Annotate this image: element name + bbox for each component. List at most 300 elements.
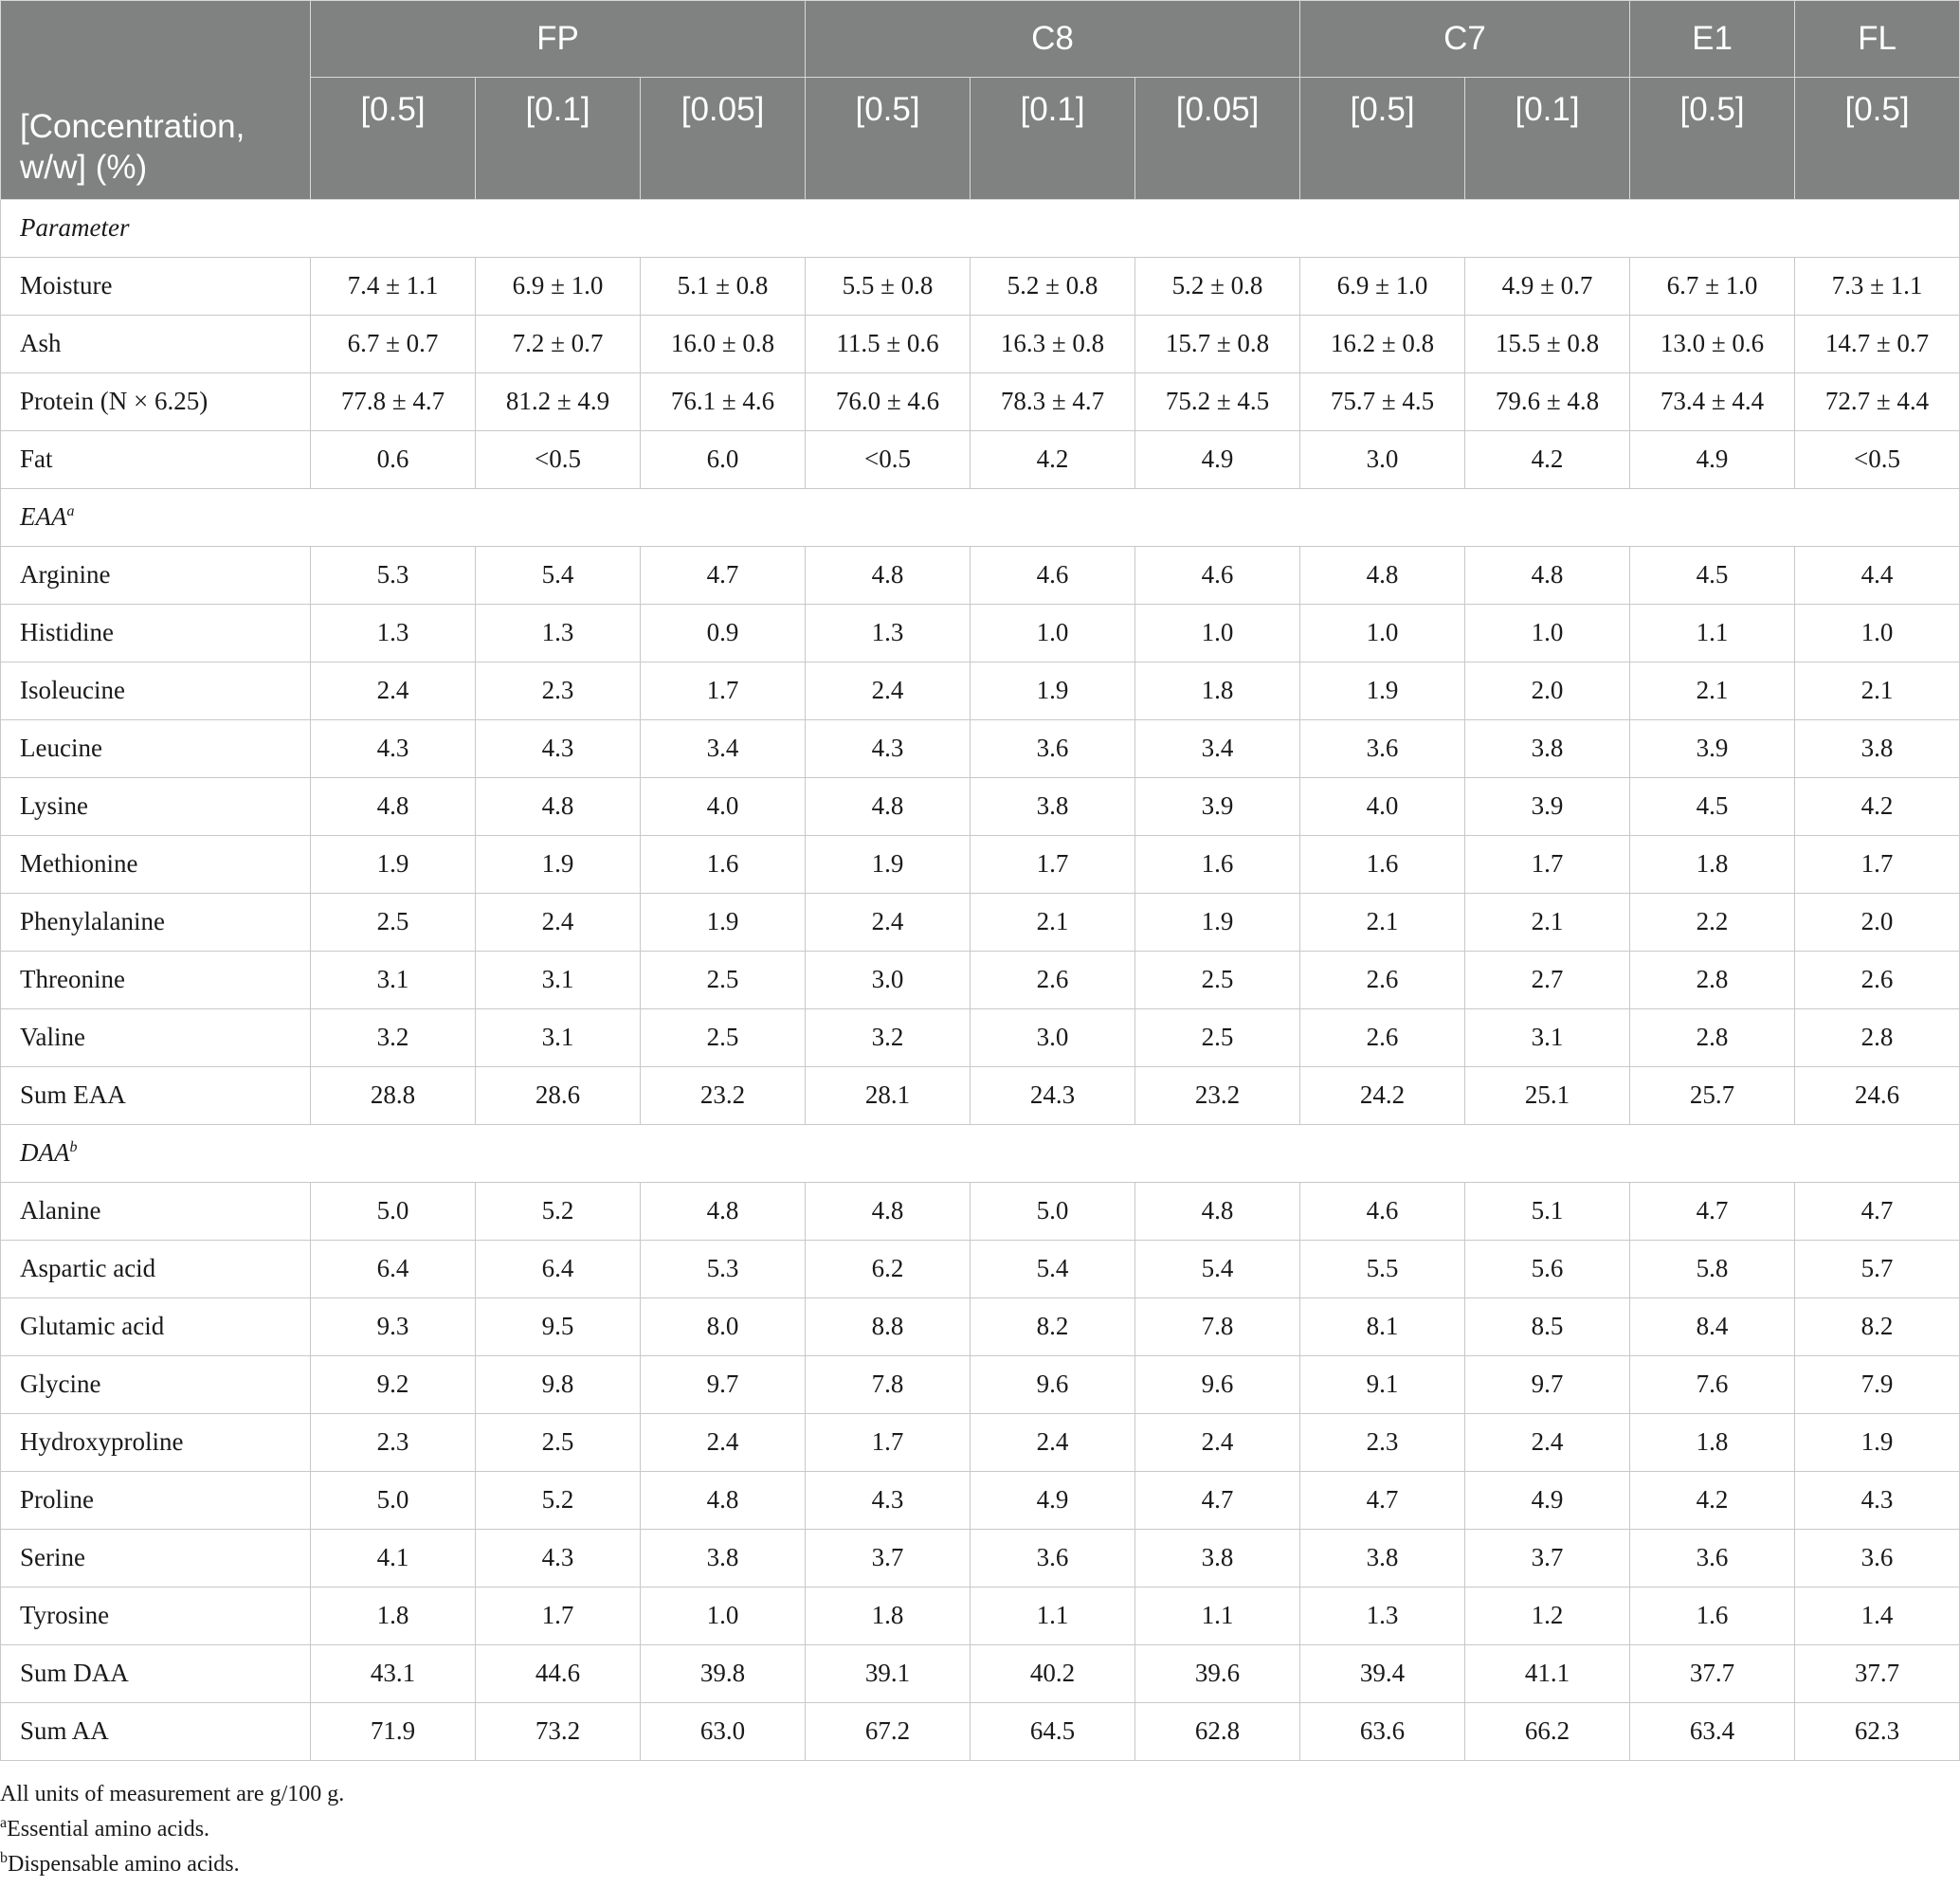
table-cell: 1.4: [1795, 1587, 1960, 1644]
concentration-header: [0.05]: [1135, 77, 1300, 199]
table-cell: 4.5: [1630, 777, 1795, 835]
table-cell: 1.7: [1795, 835, 1960, 893]
table-cell: 24.3: [971, 1066, 1135, 1124]
table-cell: 2.4: [971, 1413, 1135, 1471]
table-cell: 37.7: [1630, 1644, 1795, 1702]
table-cell: 2.5: [311, 893, 476, 951]
table-cell: 2.3: [476, 662, 641, 719]
table-cell: 1.1: [971, 1587, 1135, 1644]
row-label: Hydroxyproline: [1, 1413, 311, 1471]
table-cell: 9.7: [641, 1355, 806, 1413]
table-cell: 3.8: [641, 1529, 806, 1587]
table-cell: 2.1: [1795, 662, 1960, 719]
table-cell: 39.4: [1300, 1644, 1465, 1702]
table-cell: 41.1: [1465, 1644, 1630, 1702]
table-cell: 3.8: [1465, 719, 1630, 777]
table-cell: 3.1: [476, 1008, 641, 1066]
group-header-row: [1, 1, 1960, 78]
table-cell: 4.7: [641, 546, 806, 604]
table-row: [1, 777, 1960, 835]
table-cell: 78.3 ± 4.7: [971, 372, 1135, 430]
table-cell: 2.4: [1135, 1413, 1300, 1471]
table-cell: 4.8: [311, 777, 476, 835]
table-cell: 3.1: [476, 951, 641, 1008]
row-label: Aspartic acid: [1, 1240, 311, 1297]
table-cell: 81.2 ± 4.9: [476, 372, 641, 430]
footnote-b-text: Dispensable amino acids.: [8, 1851, 240, 1877]
table-row: [1, 1471, 1960, 1529]
table-cell: 2.5: [476, 1413, 641, 1471]
row-label: Phenylalanine: [1, 893, 311, 951]
row-label: Histidine: [1, 604, 311, 662]
table-cell: 1.3: [1300, 1587, 1465, 1644]
table-cell: 9.6: [1135, 1355, 1300, 1413]
footnote-a-mark: a: [0, 1814, 8, 1831]
table-cell: 16.3 ± 0.8: [971, 315, 1135, 372]
table-cell: 2.8: [1630, 951, 1795, 1008]
table-cell: 5.3: [311, 546, 476, 604]
table-cell: 2.1: [1300, 893, 1465, 951]
table-row: [1, 1702, 1960, 1760]
table-cell: 72.7 ± 4.4: [1795, 372, 1960, 430]
table-cell: 2.5: [641, 1008, 806, 1066]
table-cell: 9.1: [1300, 1355, 1465, 1413]
table-cell: 6.4: [476, 1240, 641, 1297]
table-cell: 25.1: [1465, 1066, 1630, 1124]
table-cell: 5.4: [1135, 1240, 1300, 1297]
table-cell: 4.8: [476, 777, 641, 835]
table-cell: 2.1: [1630, 662, 1795, 719]
table-cell: 4.0: [1300, 777, 1465, 835]
row-label: Protein (N × 6.25): [1, 372, 311, 430]
table-cell: 1.6: [1135, 835, 1300, 893]
table-cell: 4.3: [806, 719, 971, 777]
table-cell: 2.0: [1465, 662, 1630, 719]
row-label: Sum AA: [1, 1702, 311, 1760]
table-cell: 8.2: [971, 1297, 1135, 1355]
table-row: [1, 604, 1960, 662]
table-cell: 39.8: [641, 1644, 806, 1702]
table-row: [1, 1297, 1960, 1355]
table-cell: 4.2: [971, 430, 1135, 488]
table-cell: 2.1: [1465, 893, 1630, 951]
table-cell: 40.2: [971, 1644, 1135, 1702]
table-cell: 6.9 ± 1.0: [476, 257, 641, 315]
table-cell: 4.6: [971, 546, 1135, 604]
table-cell: 1.8: [806, 1587, 971, 1644]
table-cell: 9.2: [311, 1355, 476, 1413]
table-cell: 1.9: [1795, 1413, 1960, 1471]
row-label: Valine: [1, 1008, 311, 1066]
table-cell: 4.8: [806, 546, 971, 604]
table-cell: 5.0: [971, 1182, 1135, 1240]
concentration-header-row: [1, 77, 1960, 199]
table-cell: 3.8: [1300, 1529, 1465, 1587]
table-cell: 3.8: [1795, 719, 1960, 777]
table-cell: 4.0: [641, 777, 806, 835]
table-cell: 3.8: [971, 777, 1135, 835]
table-cell: 28.8: [311, 1066, 476, 1124]
concentration-header: [0.5]: [1300, 77, 1465, 199]
table-cell: 5.2: [476, 1471, 641, 1529]
table-cell: 9.3: [311, 1297, 476, 1355]
table-cell: 4.2: [1630, 1471, 1795, 1529]
table-cell: 2.2: [1630, 893, 1795, 951]
table-cell: 8.2: [1795, 1297, 1960, 1355]
table-cell: 1.9: [311, 835, 476, 893]
table-cell: 7.9: [1795, 1355, 1960, 1413]
table-cell: 37.7: [1795, 1644, 1960, 1702]
table-cell: 1.3: [806, 604, 971, 662]
table-cell: 4.3: [311, 719, 476, 777]
row-label: Ash: [1, 315, 311, 372]
table-cell: 1.6: [641, 835, 806, 893]
table-cell: 75.7 ± 4.5: [1300, 372, 1465, 430]
section-footnote-mark: a: [66, 503, 75, 519]
table-cell: 1.7: [641, 662, 806, 719]
table-cell: 4.3: [806, 1471, 971, 1529]
table-row: [1, 835, 1960, 893]
table-cell: 4.8: [806, 1182, 971, 1240]
table-cell: 1.1: [1630, 604, 1795, 662]
footnote-units: All units of measurement are g/100 g.: [0, 1781, 345, 1806]
footnote-b-mark: b: [0, 1849, 8, 1866]
table-cell: 39.1: [806, 1644, 971, 1702]
table-cell: 6.4: [311, 1240, 476, 1297]
table-cell: 16.0 ± 0.8: [641, 315, 806, 372]
table-row: [1, 1355, 1960, 1413]
concentration-header: [0.5]: [311, 77, 476, 199]
table-cell: 4.9: [971, 1471, 1135, 1529]
table-cell: 3.6: [1630, 1529, 1795, 1587]
table-cell: 2.6: [1300, 1008, 1465, 1066]
footnote-a: [0, 1814, 1960, 1842]
section-row: [1, 488, 1960, 546]
corner-header-label: [Concentration, w/w] (%): [1, 77, 311, 199]
group-header-e1: E1: [1630, 1, 1795, 78]
table-cell: 3.6: [971, 1529, 1135, 1587]
table-cell: 7.6: [1630, 1355, 1795, 1413]
table-cell: 1.9: [1300, 662, 1465, 719]
table-cell: 4.1: [311, 1529, 476, 1587]
table-cell: 73.4 ± 4.4: [1630, 372, 1795, 430]
table-cell: 9.5: [476, 1297, 641, 1355]
table-cell: 5.7: [1795, 1240, 1960, 1297]
concentration-header: [0.05]: [641, 77, 806, 199]
table-cell: <0.5: [806, 430, 971, 488]
table-cell: 24.2: [1300, 1066, 1465, 1124]
table-cell: 7.4 ± 1.1: [311, 257, 476, 315]
table-cell: 3.6: [1300, 719, 1465, 777]
table-cell: 2.3: [311, 1413, 476, 1471]
table-cell: 3.9: [1465, 777, 1630, 835]
table-row: [1, 719, 1960, 777]
table-cell: 2.0: [1795, 893, 1960, 951]
table-cell: 2.5: [1135, 1008, 1300, 1066]
table-cell: 4.8: [806, 777, 971, 835]
section-row: [1, 199, 1960, 257]
table-cell: 3.0: [971, 1008, 1135, 1066]
table-cell: 3.0: [1300, 430, 1465, 488]
table-cell: 1.0: [1135, 604, 1300, 662]
table-cell: 3.9: [1630, 719, 1795, 777]
table-cell: 2.8: [1795, 1008, 1960, 1066]
table-cell: 77.8 ± 4.7: [311, 372, 476, 430]
footnote-b: [0, 1849, 1960, 1878]
table-cell: 63.4: [1630, 1702, 1795, 1760]
table-cell: 5.1 ± 0.8: [641, 257, 806, 315]
table-cell: 4.9: [1465, 1471, 1630, 1529]
table-cell: 1.8: [311, 1587, 476, 1644]
table-row: [1, 662, 1960, 719]
concentration-header: [0.1]: [971, 77, 1135, 199]
table-cell: 3.0: [806, 951, 971, 1008]
group-header-c8: C8: [806, 1, 1300, 78]
table-cell: 5.0: [311, 1182, 476, 1240]
table-cell: 79.6 ± 4.8: [1465, 372, 1630, 430]
table-cell: 1.9: [806, 835, 971, 893]
table-cell: 3.4: [1135, 719, 1300, 777]
table-cell: 8.1: [1300, 1297, 1465, 1355]
table-cell: 4.8: [1465, 546, 1630, 604]
table-cell: 5.3: [641, 1240, 806, 1297]
section-row: [1, 1124, 1960, 1182]
table-cell: 4.3: [476, 719, 641, 777]
table-cell: 2.5: [1135, 951, 1300, 1008]
table-cell: 76.1 ± 4.6: [641, 372, 806, 430]
table-cell: 28.1: [806, 1066, 971, 1124]
table-cell: <0.5: [476, 430, 641, 488]
table-cell: 44.6: [476, 1644, 641, 1702]
table-row: [1, 1182, 1960, 1240]
table-cell: 1.7: [1465, 835, 1630, 893]
table-cell: 5.2 ± 0.8: [971, 257, 1135, 315]
table-cell: 3.2: [806, 1008, 971, 1066]
footnote-a-text: Essential amino acids.: [7, 1816, 210, 1842]
concentration-header: [0.5]: [1795, 77, 1960, 199]
table-row: [1, 1240, 1960, 1297]
table-cell: 1.7: [971, 835, 1135, 893]
table-cell: 63.6: [1300, 1702, 1465, 1760]
concentration-header: [0.5]: [806, 77, 971, 199]
table-cell: 2.4: [1465, 1413, 1630, 1471]
table-cell: 4.9: [1135, 430, 1300, 488]
table-cell: <0.5: [1795, 430, 1960, 488]
row-label: Alanine: [1, 1182, 311, 1240]
table-row: [1, 546, 1960, 604]
table-cell: 2.4: [806, 662, 971, 719]
concentration-header: [0.1]: [476, 77, 641, 199]
table-cell: 6.9 ± 1.0: [1300, 257, 1465, 315]
table-cell: 15.7 ± 0.8: [1135, 315, 1300, 372]
table-cell: 3.6: [971, 719, 1135, 777]
table-cell: 7.8: [806, 1355, 971, 1413]
table-cell: 2.5: [641, 951, 806, 1008]
table-cell: 1.0: [1465, 604, 1630, 662]
table-cell: 7.8: [1135, 1297, 1300, 1355]
table-cell: 1.6: [1630, 1587, 1795, 1644]
table-cell: 6.0: [641, 430, 806, 488]
table-cell: 1.1: [1135, 1587, 1300, 1644]
table-cell: 5.2: [476, 1182, 641, 1240]
table-cell: 2.4: [476, 893, 641, 951]
table-cell: 3.6: [1795, 1529, 1960, 1587]
table-cell: 4.7: [1300, 1471, 1465, 1529]
row-label: Sum EAA: [1, 1066, 311, 1124]
table-cell: 4.7: [1630, 1182, 1795, 1240]
table-cell: 4.2: [1465, 430, 1630, 488]
concentration-header: [0.1]: [1465, 77, 1630, 199]
table-cell: 2.4: [806, 893, 971, 951]
table-cell: 1.9: [641, 893, 806, 951]
section-title-text: EAA: [20, 502, 67, 531]
table-cell: 3.8: [1135, 1529, 1300, 1587]
table-cell: 1.9: [1135, 893, 1300, 951]
section-title: [1, 1124, 1960, 1182]
table-row: [1, 257, 1960, 315]
table-cell: 2.6: [1300, 951, 1465, 1008]
table-cell: 1.3: [476, 604, 641, 662]
table-cell: 9.8: [476, 1355, 641, 1413]
table-cell: 43.1: [311, 1644, 476, 1702]
table-cell: 4.8: [641, 1471, 806, 1529]
row-label: Isoleucine: [1, 662, 311, 719]
table-cell: 4.9: [1630, 430, 1795, 488]
row-label: Arginine: [1, 546, 311, 604]
table-cell: 5.8: [1630, 1240, 1795, 1297]
table-cell: 67.2: [806, 1702, 971, 1760]
section-title: [1, 488, 1960, 546]
table-cell: 62.3: [1795, 1702, 1960, 1760]
table-cell: 2.4: [311, 662, 476, 719]
table-cell: 1.9: [971, 662, 1135, 719]
table-cell: 5.4: [971, 1240, 1135, 1297]
table-cell: 4.5: [1630, 546, 1795, 604]
table-cell: 62.8: [1135, 1702, 1300, 1760]
row-label: Glutamic acid: [1, 1297, 311, 1355]
table-cell: 11.5 ± 0.6: [806, 315, 971, 372]
table-cell: 1.8: [1630, 835, 1795, 893]
section-title-text: Parameter: [20, 213, 130, 242]
table-cell: 4.4: [1795, 546, 1960, 604]
row-label: Tyrosine: [1, 1587, 311, 1644]
table-cell: 4.8: [641, 1182, 806, 1240]
table-cell: 39.6: [1135, 1644, 1300, 1702]
table-row: [1, 1066, 1960, 1124]
table-cell: 4.9 ± 0.7: [1465, 257, 1630, 315]
table-cell: 16.2 ± 0.8: [1300, 315, 1465, 372]
table-cell: 5.0: [311, 1471, 476, 1529]
table-row: [1, 893, 1960, 951]
row-label: Serine: [1, 1529, 311, 1587]
table-row: [1, 1008, 1960, 1066]
table-cell: 5.5: [1300, 1240, 1465, 1297]
table-cell: 3.7: [1465, 1529, 1630, 1587]
table-row: [1, 1587, 1960, 1644]
table-cell: 7.2 ± 0.7: [476, 315, 641, 372]
table-cell: 3.7: [806, 1529, 971, 1587]
table-cell: 9.6: [971, 1355, 1135, 1413]
table-cell: 23.2: [641, 1066, 806, 1124]
table-cell: 6.2: [806, 1240, 971, 1297]
table-cell: 73.2: [476, 1702, 641, 1760]
row-label: Lysine: [1, 777, 311, 835]
table-cell: 2.6: [971, 951, 1135, 1008]
table-cell: 1.0: [641, 1587, 806, 1644]
table-cell: 4.8: [1135, 1182, 1300, 1240]
section-title-text: DAA: [20, 1138, 70, 1167]
table-row: [1, 315, 1960, 372]
table-cell: 4.7: [1795, 1182, 1960, 1240]
table-cell: 2.4: [641, 1413, 806, 1471]
table-cell: 8.4: [1630, 1297, 1795, 1355]
table-cell: 76.0 ± 4.6: [806, 372, 971, 430]
table-cell: 14.7 ± 0.7: [1795, 315, 1960, 372]
table-cell: 2.3: [1300, 1413, 1465, 1471]
row-label: Fat: [1, 430, 311, 488]
table-cell: 8.8: [806, 1297, 971, 1355]
row-label: Threonine: [1, 951, 311, 1008]
table-cell: 1.9: [476, 835, 641, 893]
table-row: [1, 372, 1960, 430]
table-cell: 1.0: [1300, 604, 1465, 662]
section-footnote-mark: b: [69, 1139, 78, 1155]
table-cell: 23.2: [1135, 1066, 1300, 1124]
table-cell: 2.8: [1630, 1008, 1795, 1066]
table-row: [1, 430, 1960, 488]
footnotes: [0, 1782, 1960, 1878]
table-row: [1, 1529, 1960, 1587]
table-cell: 5.2 ± 0.8: [1135, 257, 1300, 315]
table-header: [1, 1, 1960, 200]
table-cell: 75.2 ± 4.5: [1135, 372, 1300, 430]
table-cell: 13.0 ± 0.6: [1630, 315, 1795, 372]
table-cell: 1.7: [476, 1587, 641, 1644]
table-cell: 1.8: [1135, 662, 1300, 719]
table-cell: 5.1: [1465, 1182, 1630, 1240]
table-cell: 1.0: [1795, 604, 1960, 662]
table-cell: 6.7 ± 1.0: [1630, 257, 1795, 315]
table-cell: 2.6: [1795, 951, 1960, 1008]
table-cell: 25.7: [1630, 1066, 1795, 1124]
table-cell: 0.9: [641, 604, 806, 662]
table-cell: 1.6: [1300, 835, 1465, 893]
concentration-header: [0.5]: [1630, 77, 1795, 199]
row-label: Leucine: [1, 719, 311, 777]
table-cell: 1.0: [971, 604, 1135, 662]
table-cell: 28.6: [476, 1066, 641, 1124]
table-cell: 8.0: [641, 1297, 806, 1355]
row-label: Methionine: [1, 835, 311, 893]
table-cell: 4.2: [1795, 777, 1960, 835]
table-cell: 3.1: [311, 951, 476, 1008]
table-cell: 71.9: [311, 1702, 476, 1760]
table-cell: 64.5: [971, 1702, 1135, 1760]
table-cell: 4.8: [1300, 546, 1465, 604]
group-header-c7: C7: [1300, 1, 1630, 78]
row-label: Proline: [1, 1471, 311, 1529]
table-cell: 5.6: [1465, 1240, 1630, 1297]
table-cell: 3.2: [311, 1008, 476, 1066]
table-cell: 3.4: [641, 719, 806, 777]
table-cell: 1.8: [1630, 1413, 1795, 1471]
table-cell: 6.7 ± 0.7: [311, 315, 476, 372]
table-cell: 4.7: [1135, 1471, 1300, 1529]
table-cell: 7.3 ± 1.1: [1795, 257, 1960, 315]
group-header-fl: FL: [1795, 1, 1960, 78]
corner-header: [1, 1, 311, 78]
table-cell: 3.1: [1465, 1008, 1630, 1066]
